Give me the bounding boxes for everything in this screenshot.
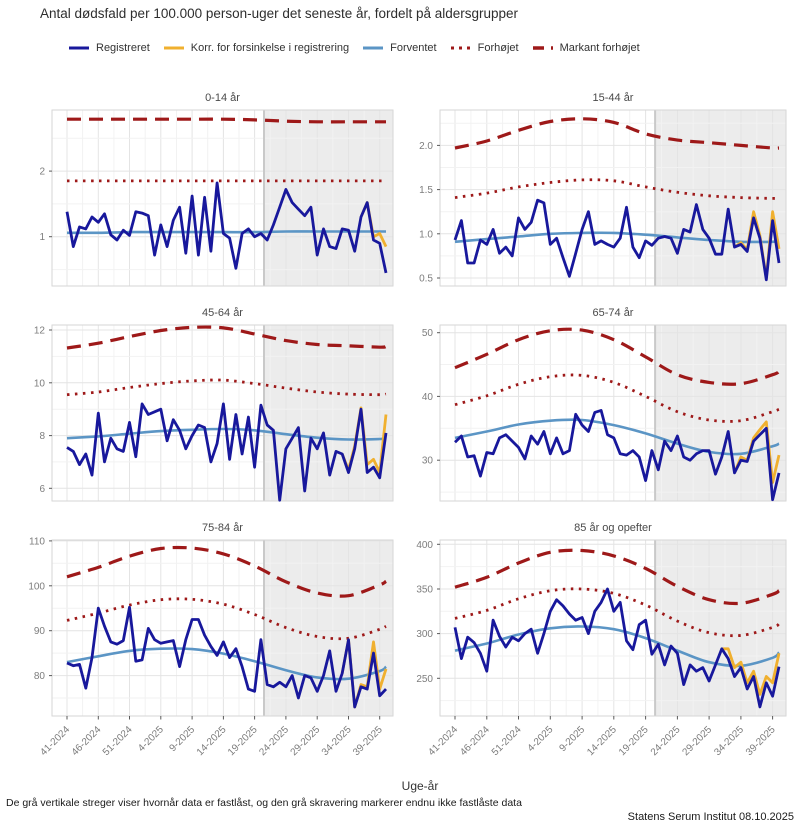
x-tick-label: 29-2025 [288,724,323,759]
x-tick-label: 39-2025 [743,724,778,759]
y-tick-label: 30 [421,455,433,467]
x-tick-label: 34-2025 [712,724,747,759]
y-tick-label: 0.5 [419,273,433,285]
y-tick-label: 300 [416,629,433,641]
y-tick-label: 6 [39,483,45,495]
x-axis-title: Uge-år [401,779,439,793]
y-tick-label: 2.0 [419,140,433,152]
panel-title: 45-64 år [202,307,243,319]
panel-85-år-og-opefter [400,518,800,723]
x-tick-label: 41-2024 [38,724,73,759]
panel-45-64-år [0,303,400,508]
y-tick-label: 100 [28,581,45,593]
panel-15-44-år [400,88,800,293]
x-tick-label: 19-2025 [225,724,260,759]
legend-label: Korr. for forsinkelse i registrering [190,42,350,54]
y-tick-label: 90 [33,626,45,638]
x-tick-label: 24-2025 [257,724,292,759]
x-tick-label: 9-2025 [557,724,588,755]
forventet-line [67,231,386,232]
chart-title: Antal dødsfald per 100.000 person-uger det seneste år, fordelt på aldersgrupper [40,6,519,21]
x-tick-label: 51-2024 [489,724,524,759]
legend-label: Forventet [390,42,437,54]
panel-title: 15-44 år [592,92,634,104]
caption-note: De grå vertikale streger viser hvornår data er fastlåst, og den grå skravering markerer endnu ikke fastlåste data [6,797,522,809]
x-tick-label: 19-2025 [616,724,651,759]
panel-65-74-år [400,303,800,508]
x-tick-label: 9-2025 [167,724,198,755]
source-note: Statens Serum Institut 08.10.2025 [627,811,794,823]
x-tick-label: 34-2025 [319,724,354,759]
panel-0-14-år [0,88,400,293]
y-tick-label: 350 [416,584,433,596]
x-axis-labels [0,716,800,786]
unlocked-data-shading [264,540,393,716]
y-tick-label: 1.5 [419,185,433,197]
panel-title: 75-84 år [202,522,243,534]
legend-label: Markant forhøjet [559,42,640,54]
panel-title: 0-14 år [205,92,240,104]
y-tick-label: 12 [33,325,45,337]
legend-label: Forhøjet [477,42,519,54]
x-tick-label: 24-2025 [648,724,683,759]
unlocked-data-shading [655,325,786,501]
y-tick-label: 110 [29,536,45,548]
y-tick-label: 8 [39,431,45,443]
y-tick-label: 10 [33,378,45,390]
y-tick-label: 2 [39,166,45,178]
y-tick-label: 40 [421,391,433,403]
x-tick-label: 4-2025 [136,724,166,755]
y-tick-label: 80 [33,671,45,683]
y-tick-label: 250 [416,673,433,685]
panel-title: 65-74 år [592,307,634,319]
x-tick-label: 4-2025 [525,724,556,755]
legend-label: Registreret [96,42,150,54]
x-tick-label: 41-2024 [426,724,461,759]
x-tick-label: 14-2025 [194,724,229,759]
y-tick-label: 50 [421,328,433,340]
x-tick-label: 14-2025 [585,724,619,759]
y-tick-label: 1 [39,232,45,244]
panel-title: 85 år og opefter [574,522,652,534]
panel-75-84-år [0,518,400,723]
x-tick-label: 46-2024 [458,724,492,759]
x-tick-label: 39-2025 [351,724,385,759]
x-tick-label: 29-2025 [680,724,715,759]
y-tick-label: 400 [416,539,433,551]
x-tick-label: 46-2024 [69,724,104,759]
y-tick-label: 1.0 [419,229,433,241]
x-tick-label: 51-2024 [100,724,135,759]
